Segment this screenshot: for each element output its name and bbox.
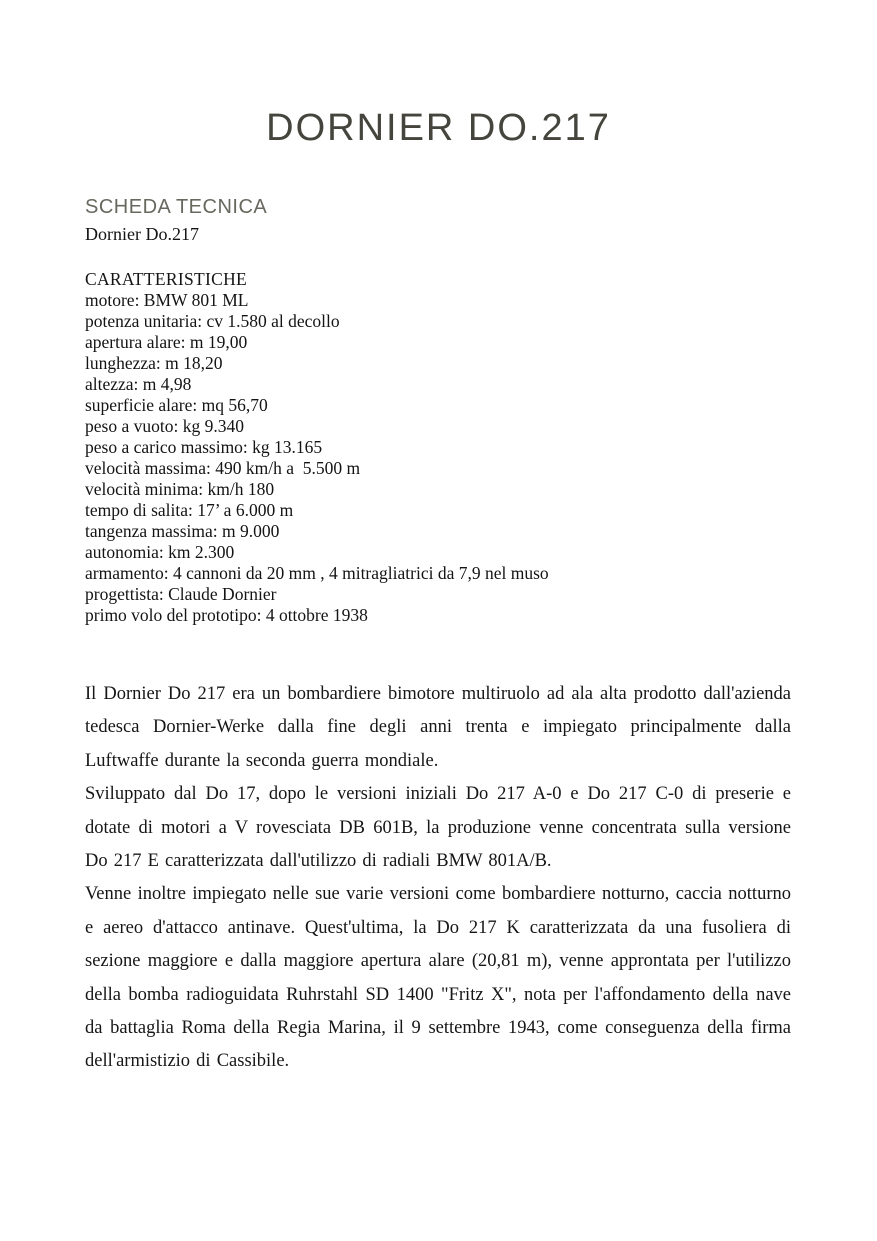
body-paragraph: Venne inoltre impiegato nelle sue varie versioni come bombardiere notturno, caccia notturno e aereo d'attacco antinave. Quest'ultima, la Do 217 K caratterizzata da una fusoliera di sezione maggiore e dalla maggiore apertura alare (20,81 m), venne approntata per l'utilizzo della bomba radioguidata Ruhrstahl SD 1400 "Fritz X", nota per l'affondamento della nave da battaglia Roma della Regia Marina, il 9 settembre 1943, come conseguenza della firma dell'armistizio di Cassibile. [85,884,791,1072]
section-subheading-dornier: Dornier Do.217 [85,224,199,244]
page-title: DORNIER DO.217 [266,107,611,149]
spec-line: peso a carico massimo: kg 13.165 [85,437,323,457]
specs-heading-caratteristiche: CARATTERISTICHE [85,269,247,289]
spec-line: potenza unitaria: cv 1.580 al decollo [85,311,340,331]
specs-lines [85,290,877,626]
spec-line: primo volo del prototipo: 4 ottobre 1938 [85,605,368,625]
spec-line: progettista: Claude Dornier [85,584,277,604]
spec-line: motore: BMW 801 ML [85,290,249,310]
spec-line: apertura alare: m 19,00 [85,332,248,352]
spec-line: armamento: 4 cannoni da 20 mm , 4 mitragliatrici da 7,9 nel muso [85,563,549,583]
spec-line: velocità minima: km/h 180 [85,479,275,499]
spec-line: autonomia: km 2.300 [85,542,235,562]
body-text [85,678,791,1079]
body-paragraph: Sviluppato dal Do 17, dopo le versioni iniziali Do 217 A-0 e Do 217 C-0 di preserie e dotate di motori a V rovesciata DB 601B, la produzione venne concentrata sulla versione Do 217 E caratterizzata dall'utilizzo di radiali BMW 801A/B. [85,784,791,872]
specs-list [85,269,877,626]
spec-line: altezza: m 4,98 [85,374,192,394]
spec-line: superficie alare: mq 56,70 [85,395,268,415]
spec-line: tangenza massima: m 9.000 [85,521,280,541]
spec-line: lunghezza: m 18,20 [85,353,223,373]
spec-line: peso a vuoto: kg 9.340 [85,416,244,436]
section-heading-scheda-tecnica: SCHEDA TECNICA [85,196,268,218]
spec-line: tempo di salita: 17’ a 6.000 m [85,500,294,520]
body-paragraph: Il Dornier Do 217 era un bombardiere bimotore multiruolo ad ala alta prodotto dall'azienda tedesca Dornier-Werke dalla fine degli anni trenta e impiegato principalmente dalla Luftwaffe durante la seconda guerra mondiale. [85,684,791,771]
spec-line: velocità massima: 490 km/h a 5.500 m [85,458,361,478]
